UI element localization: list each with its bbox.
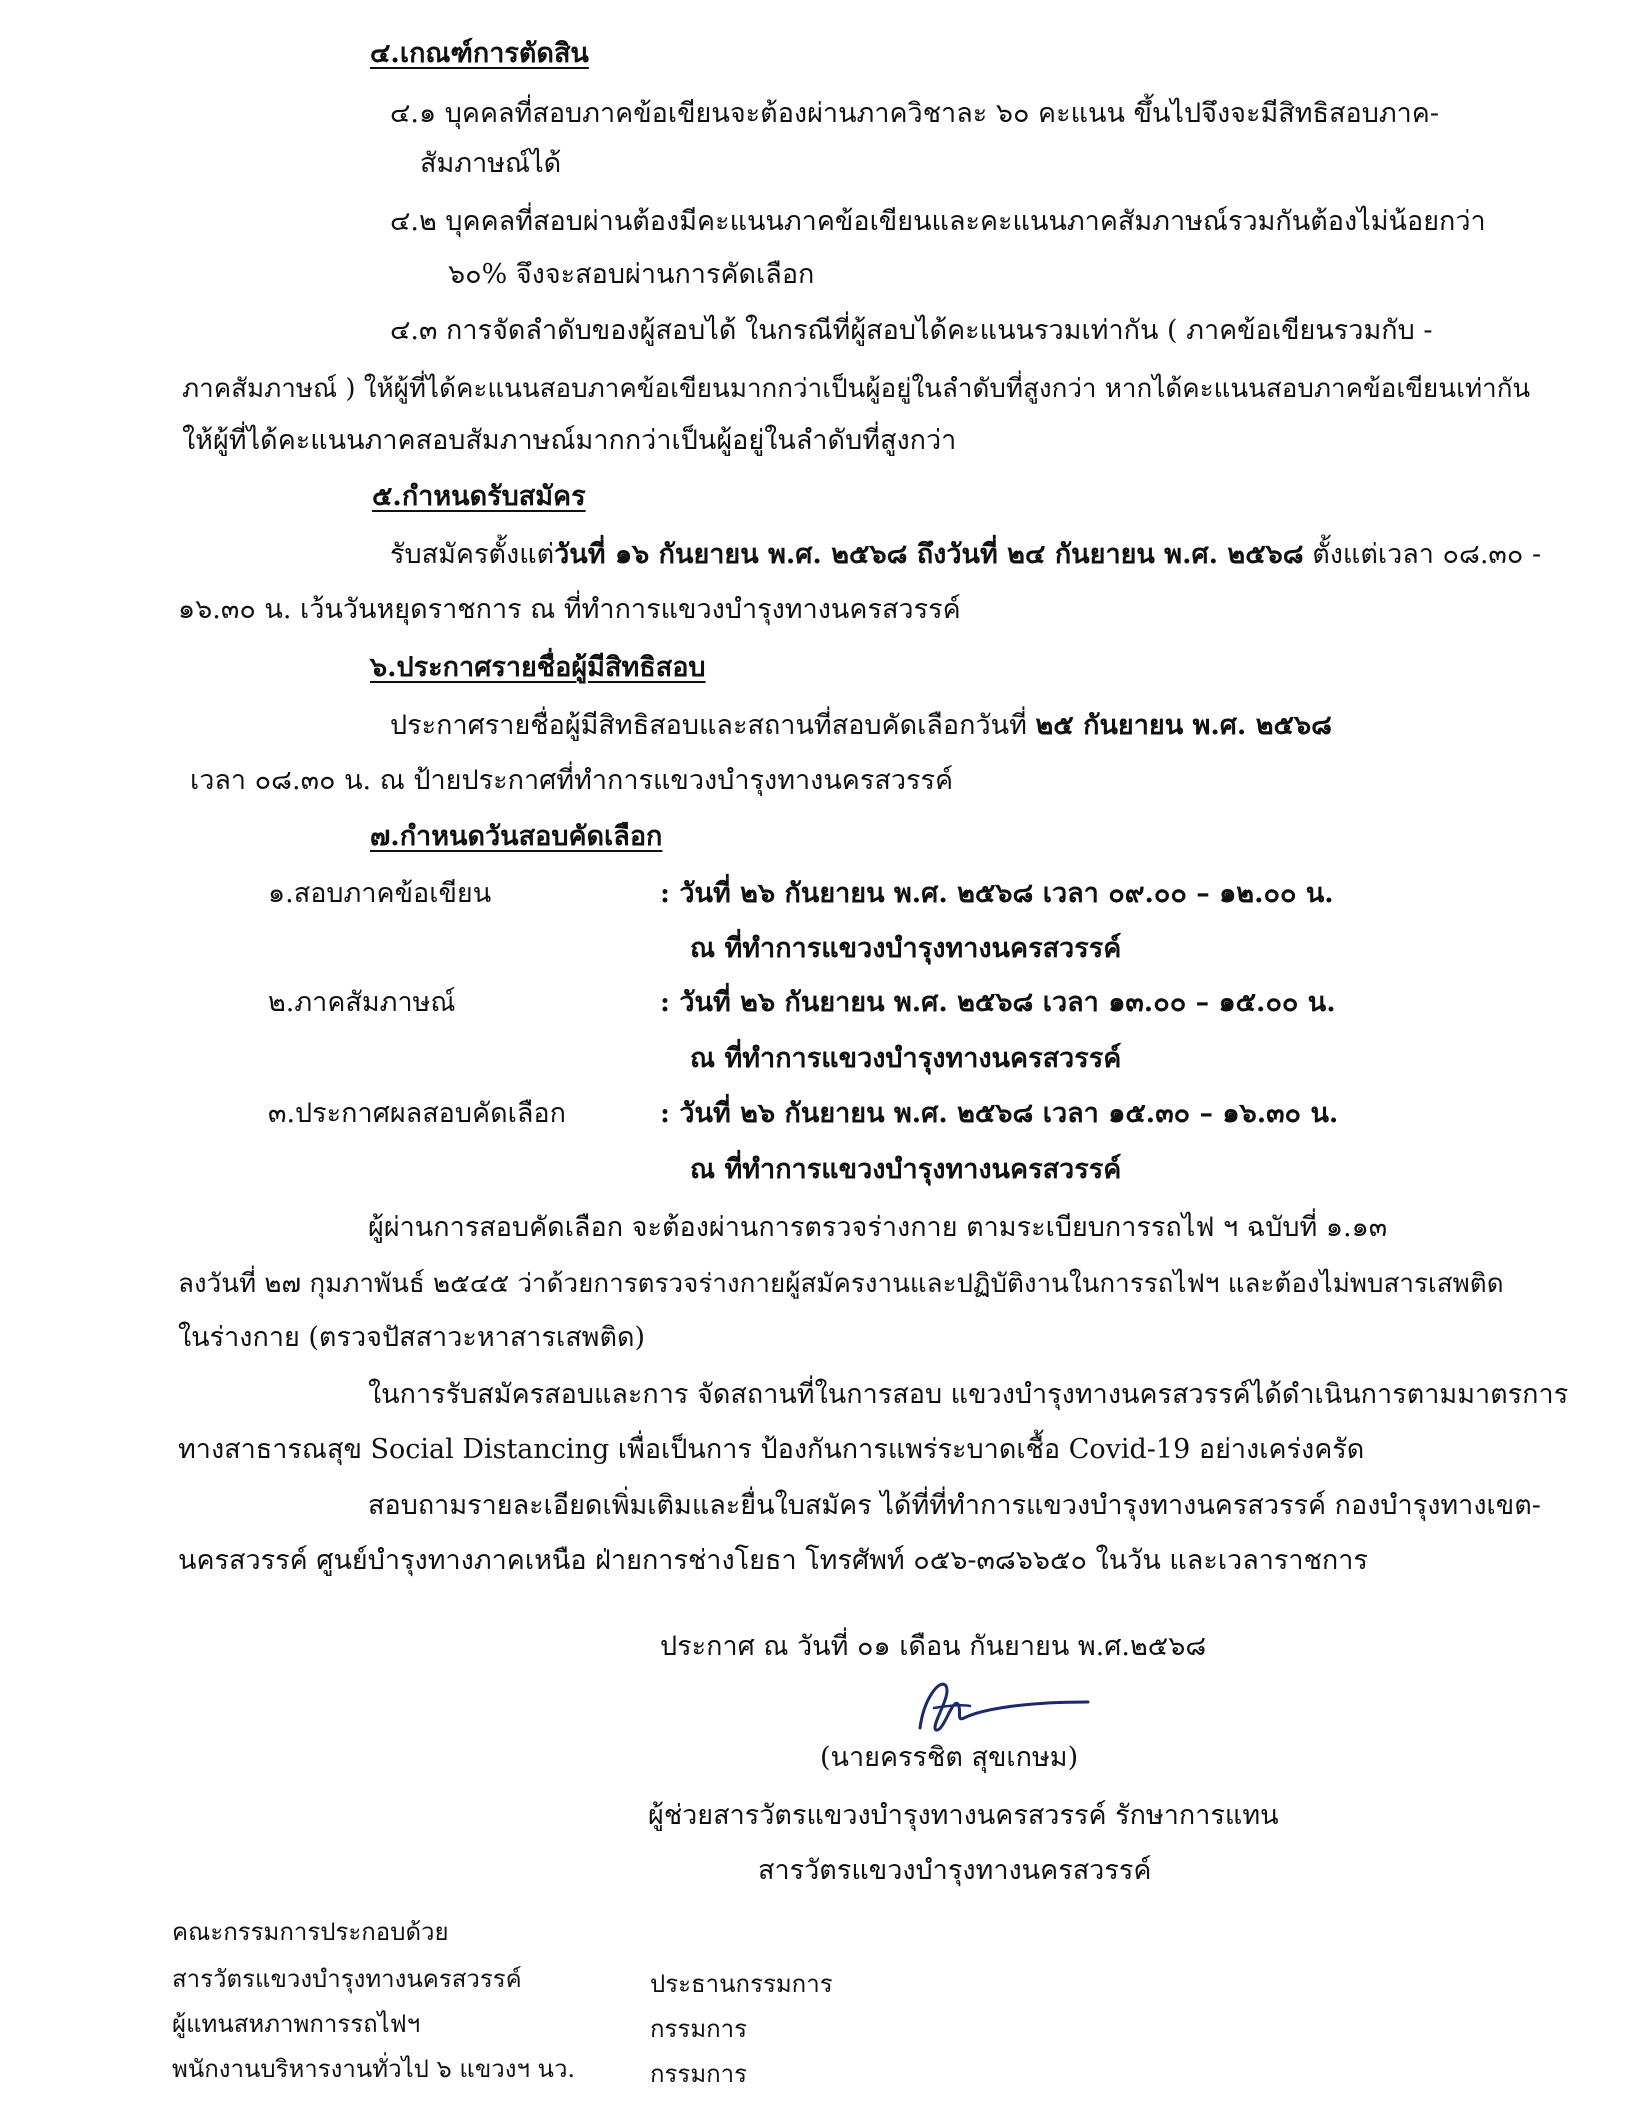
s4-line-1b: สัมภาษณ์ได้ [420, 148, 562, 179]
p3-line-1: สอบถามรายละเอียดเพิ่มเติมและยื่นใบสมัคร ได้ที่ที่ทำการแขวงบำรุงทางนครสวรรค์ กองบำรุงทางเขต- [368, 1490, 1541, 1521]
s5-line-2: ๑๖.๓๐ น. เว้นวันหยุดราชการ ณ ที่ทำการแขวงบำรุงทางนครสวรรค์ [178, 594, 961, 625]
s4-line-3c: ให้ผู้ที่ได้คะแนนภาคสอบสัมภาษณ์มากกว่าเป็นผู้อยู่ในลำดับที่สูงกว่า [182, 425, 957, 456]
p3-line-2: นครสวรรค์ ศูนย์บำรุงทางภาคเหนือ ฝ่ายการช่างโยธา โทรศัพท์ ๐๕๖-๓๘๖๖๕๐ ในวัน และเวลาราชการ [178, 1545, 1368, 1576]
s4-line-2b: ๖๐% จึงจะสอบผ่านการคัดเลือก [448, 259, 815, 290]
s6-announce-date: ๒๕ กันยายน พ.ศ. ๒๕๖๘ [1035, 710, 1332, 741]
s4-line-1a: ๔.๑ บุคคลที่สอบภาคข้อเขียนจะต้องผ่านภาควิชาละ ๖๐ คะแนน ขึ้นไปจึงจะมีสิทธิสอบภาค- [390, 98, 1439, 129]
committee-member-3: พนักงานบริหารงานทั่วไป ๖ แขวงฯ นว. [172, 2055, 576, 2083]
p1-line-1: ผู้ผ่านการสอบคัดเลือก จะต้องผ่านการตรวจร่างกาย ตามระเบียบการรถไฟ ฯ ฉบับที่ ๑.๑๓ [368, 1212, 1388, 1243]
s4-line-3b: ภาคสัมภาษณ์ ) ให้ผู้ที่ได้คะแนนสอบภาคข้อเขียนมากกว่าเป็นผู้อยู่ในลำดับที่สูงกว่า หากได้คะแนนสอบภาคข้อเขียนเท่ากัน [182, 374, 1531, 404]
exam-row-3-when: : วันที่ ๒๖ กันยายน พ.ศ. ๒๕๖๘ เวลา ๑๕.๓๐ – ๑๖.๓๐ น. [660, 1098, 1339, 1129]
section-6-heading: ๖.ประกาศรายชื่อผู้มีสิทธิสอบ [370, 652, 706, 683]
committee-heading: คณะกรรมการประกอบด้วย [172, 1918, 449, 1946]
s5-line-1-pre: รับสมัครตั้งแต่ [390, 539, 555, 570]
s5-line-1 [390, 537, 1541, 573]
signer-position-1: ผู้ช่วยสารวัตรแขวงบำรุงทางนครสวรรค์ รักษาการแทน [648, 1800, 1279, 1831]
committee-role-2: กรรมการ [650, 2015, 748, 2043]
committee-member-2: ผู้แทนสหภาพการรถไฟฯ [172, 2010, 421, 2038]
exam-row-1-when: : วันที่ ๒๖ กันยายน พ.ศ. ๒๕๖๘ เวลา ๐๙.๐๐ – ๑๒.๐๐ น. [660, 878, 1334, 909]
exam-row-3-where: ณ ที่ทำการแขวงบำรุงทางนครสวรรค์ [690, 1154, 1122, 1185]
exam-row-2-label: ๒.ภาคสัมภาษณ์ [268, 987, 456, 1018]
p2-line-2: ทางสาธารณสุข Social Distancing เพื่อเป็นการ ป้องกันการแพร่ระบาดเชื้อ Covid-19 อย่างเคร่งครัด [178, 1434, 1365, 1465]
s6-line-2: เวลา ๐๘.๓๐ น. ณ ป้ายประกาศที่ทำการแขวงบำรุงทางนครสวรรค์ [190, 765, 954, 796]
committee-role-3: กรรมการ [650, 2060, 748, 2088]
exam-row-2-where: ณ ที่ทำการแขวงบำรุงทางนครสวรรค์ [690, 1043, 1122, 1074]
s5-line-1-post: ตั้งแต่เวลา ๐๘.๓๐ - [1303, 539, 1542, 570]
s5-application-dates: วันที่ ๑๖ กันยายน พ.ศ. ๒๕๖๘ ถึงวันที่ ๒๔ กันยายน พ.ศ. ๒๕๖๘ [554, 539, 1304, 570]
exam-row-1-where: ณ ที่ทำการแขวงบำรุงทางนครสวรรค์ [690, 933, 1122, 964]
s4-line-3a: ๔.๓ การจัดลำดับของผู้สอบได้ ในกรณีที่ผู้สอบได้คะแนนรวมเท่ากัน ( ภาคข้อเขียนรวมกับ - [390, 315, 1433, 346]
exam-row-3-label: ๓.ประกาศผลสอบคัดเลือก [268, 1098, 566, 1129]
p1-line-2: ลงวันที่ ๒๗ กุมภาพันธ์ ๒๕๔๕ ว่าด้วยการตรวจร่างกายผู้สมัครงานและปฏิบัติงานในการรถไฟฯ และต้องไม่พบสารเสพติด [178, 1269, 1504, 1299]
announce-date: ประกาศ ณ วันที่ ๐๑ เดือน กันยายน พ.ศ.๒๕๖๘ [660, 1631, 1207, 1662]
section-7-heading: ๗.กำหนดวันสอบคัดเลือก [370, 821, 663, 852]
s6-line-1 [390, 708, 1332, 744]
section-5-heading: ๕.กำหนดรับสมัคร [372, 481, 586, 512]
exam-row-1-label: ๑.สอบภาคข้อเขียน [268, 878, 492, 909]
signer-position-2: สารวัตรแขวงบำรุงทางนครสวรรค์ [758, 1855, 1152, 1886]
section-4-heading: ๔.เกณฑ์การตัดสิน [370, 38, 589, 69]
s6-line-1-pre: ประกาศรายชื่อผู้มีสิทธิสอบและสถานที่สอบคัดเลือกวันที่ [390, 710, 1036, 741]
committee-role-1: ประธานกรรมการ [650, 1970, 833, 1998]
handwritten-signature [900, 1668, 1100, 1744]
p2-line-1: ในการรับสมัครสอบและการ จัดสถานที่ในการสอบ แขวงบำรุงทางนครสวรรค์ได้ดำเนินการตามมาตรการ [368, 1379, 1569, 1410]
signer-name: (นายครรชิต สุขเกษม) [820, 1742, 1079, 1773]
committee-member-1: สารวัตรแขวงบำรุงทางนครสวรรค์ [172, 1965, 522, 1993]
p1-line-3: ในร่างกาย (ตรวจปัสสาวะหาสารเสพติด) [178, 1322, 646, 1353]
exam-row-2-when: : วันที่ ๒๖ กันยายน พ.ศ. ๒๕๖๘ เวลา ๑๓.๐๐ – ๑๕.๐๐ น. [660, 987, 1336, 1018]
s4-line-2a: ๔.๒ บุคคลที่สอบผ่านต้องมีคะแนนภาคข้อเขียนและคะแนนภาคสัมภาษณ์รวมกันต้องไม่น้อยกว่า [390, 206, 1486, 237]
